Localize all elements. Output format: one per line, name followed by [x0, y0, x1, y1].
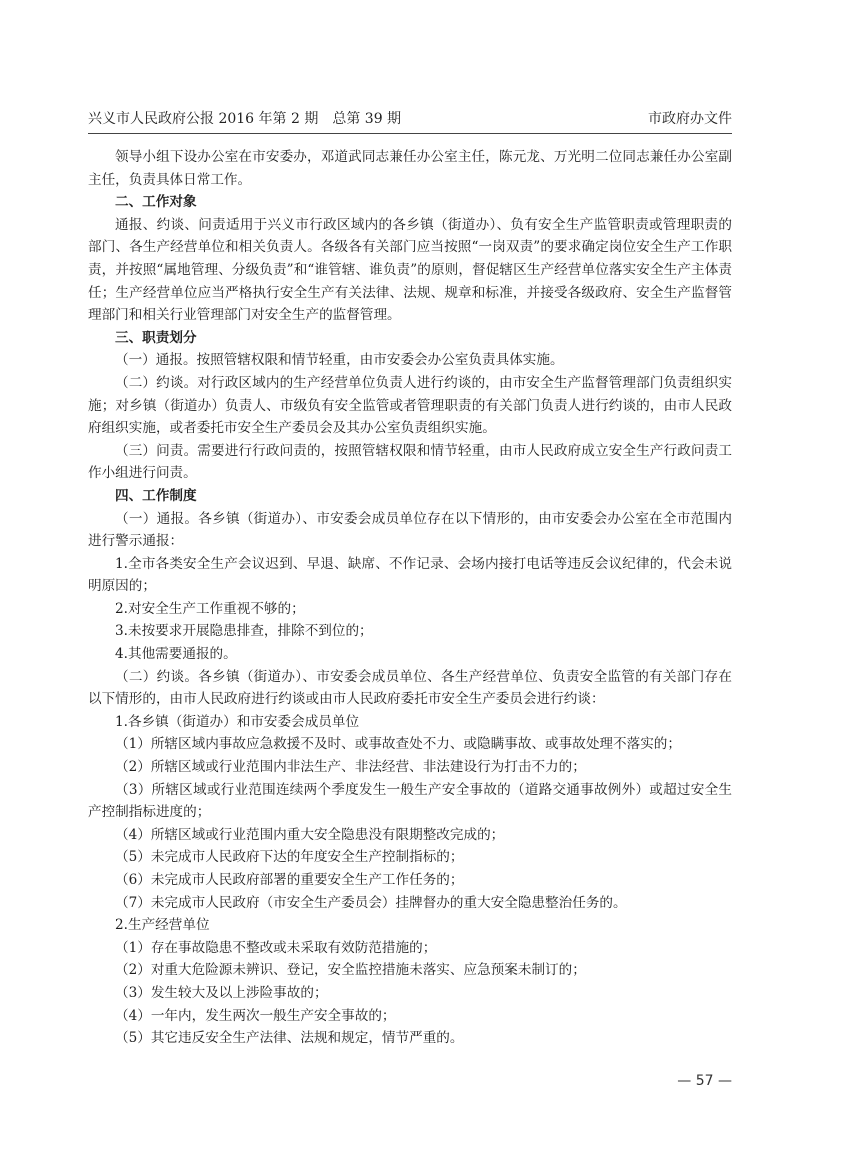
running-header: [88, 106, 732, 128]
paragraph: （二）约谈。各乡镇（街道办）、市安委会成员单位、各生产经营单位、负责安全监管的有关部门存在以下情形的，由市人民政府进行约谈或由市人民政府委托市安全生产委员会进行约谈：: [88, 668, 732, 708]
list-item: （4）一年内，发生两次一般生产安全事故的；: [115, 1007, 396, 1024]
list-item: （2）所辖区域或行业范围内非法生产、非法经营、非法建设行为打击不力的；: [115, 759, 586, 776]
section-heading: 二、工作对象: [115, 194, 197, 211]
section-heading: 四、工作制度: [115, 487, 197, 504]
list-item: （5）其它违反安全生产法律、法规和规定，情节严重的。: [115, 1030, 464, 1047]
list-item: （1）所辖区域内事故应急救援不及时、或事故查处不力、或隐瞒事故、或事故处理不落实的；: [115, 736, 681, 753]
list-item: （2）对重大危险源未辨识、登记，安全监控措施未落实、应急预案未制订的；: [115, 962, 586, 979]
paragraph: 领导小组下设办公室在市安委办，邓道武同志兼任办公室主任，陈元龙、万光明二位同志兼任办公室副主任，负责具体日常工作。: [88, 149, 732, 188]
paragraph: （一）通报。按照管辖权限和情节轻重，由市安委会办公室负责具体实施。: [115, 352, 564, 369]
list-item: 3.未按要求开展隐患排查，排除不到位的；: [115, 623, 373, 640]
document-body: [88, 146, 732, 1050]
page-number: — 57 —: [677, 1073, 732, 1089]
paragraph: （二）约谈。对行政区域内的生产经营单位负责人进行约谈的，由市安全生产监督管理部门负责组织实施；对乡镇（街道办）负责人、市级负有安全监管或者管理职责的有关部门负责人进行约谈的，由市人民政府组织实施，或者委托市安全生产委员会及其办公室负责组织实施。: [88, 374, 732, 437]
list-item: （6）未完成市人民政府部署的重要安全生产工作任务的；: [115, 872, 464, 888]
list-item: （1）存在事故隐患不整改或未采取有效防范措施的；: [115, 939, 437, 956]
section-title: 市政府办文件: [648, 111, 732, 127]
list-item: （4）所辖区域或行业范围内重大安全隐患没有限期整改完成的；: [115, 826, 505, 843]
section-heading: 三、职责划分: [115, 329, 197, 346]
publication-title: 兴义市人民政府公报 2016 年第 2 期 总第 39 期: [88, 111, 402, 127]
paragraph: 通报、约谈、问责适用于兴义市行政区域内的各乡镇（街道办）、负有安全生产监管职责或管理职责的部门、各生产经营单位和相关负责人。各级各有关部门应当按照“一岗双责”的要求确定岗位安全生产工作职责，并按照“属地管理、分级负责”和“谁管辖、谁负责”的原则，督促辖区生产经营单位落实安全生产主体责任；生产经营单位应当严格执行安全生产有关法律、法规、规章和标准，并接受各级政府、安全生产监督管理部门和相关行业管理部门对安全生产的监督管理。: [88, 216, 732, 324]
list-item: （7）未完成市人民政府（市安全生产委员会）挂牌督办的重大安全隐患整治任务的。: [115, 894, 627, 911]
list-item: 4.其他需要通报的。: [115, 646, 237, 663]
subsection-heading: 1.各乡镇（街道办）和市安委会成员单位: [115, 713, 360, 730]
paragraph: （三）问责。需要进行行政问责的，按照管辖权限和情节轻重，由市人民政府成立安全生产行政问责工作小组进行问责。: [88, 442, 732, 482]
list-item: 1.全市各类安全生产会议迟到、早退、缺席、不作记录、会场内接打电话等违反会议纪律的，代会未说明原因的；: [88, 555, 732, 595]
subsection-heading: 2.生产经营单位: [115, 917, 210, 934]
list-item: 2.对安全生产工作重视不够的；: [115, 600, 305, 617]
paragraph: （一）通报。各乡镇（街道办）、市安委会成员单位存在以下情形的，由市安委会办公室在全市范围内进行警示通报：: [88, 510, 732, 550]
list-item: （3）所辖区域或行业范围连续两个季度发生一般生产安全事故的（道路交通事故例外）或超过安全生产控制指标进度的；: [88, 781, 732, 821]
header-rule: [88, 133, 732, 134]
list-item: （5）未完成市人民政府下达的年度安全生产控制指标的；: [115, 849, 464, 866]
list-item: （3）发生较大及以上涉险事故的；: [115, 984, 328, 1001]
